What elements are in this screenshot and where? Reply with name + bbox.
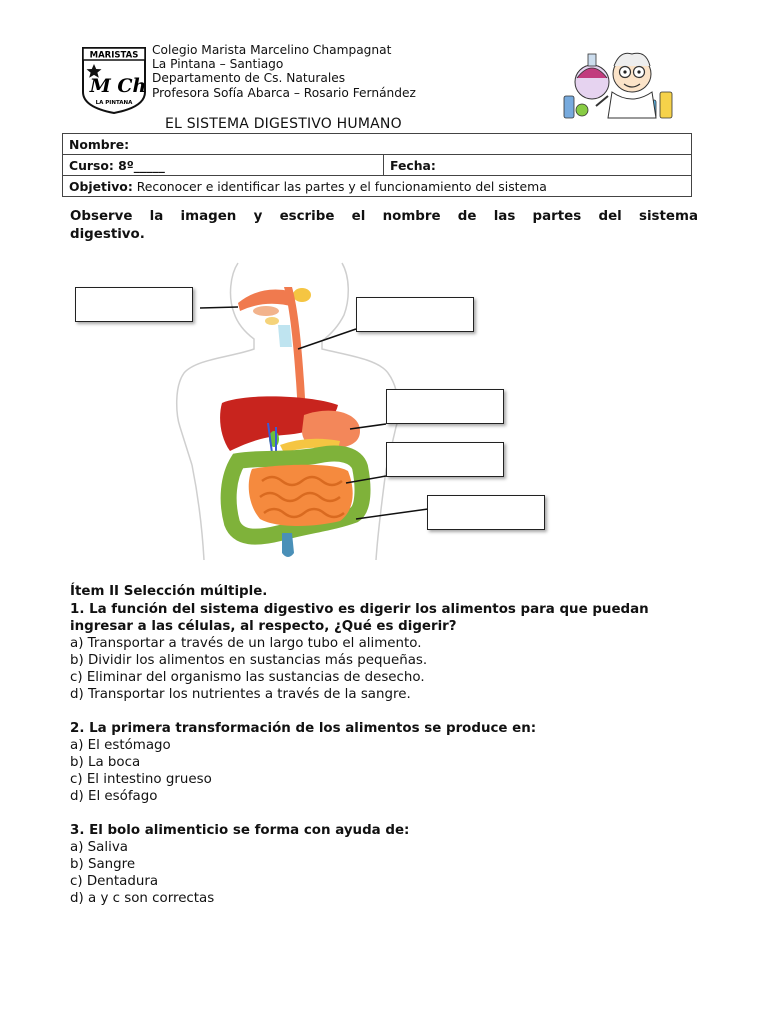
school-location: La Pintana – Santiago: [152, 57, 284, 72]
teachers: Profesora Sofía Abarca – Rosario Fernández: [152, 85, 416, 100]
course-label: Curso: 8º_____: [69, 157, 165, 173]
question-2: [70, 720, 700, 805]
digestive-system-diagram: [70, 255, 560, 570]
question-1-option-c[interactable]: c) Eliminar del organismo las sustancias de desecho.: [70, 670, 425, 685]
school-header: [152, 43, 416, 100]
name-cell[interactable]: [63, 134, 692, 155]
question-2-option-d[interactable]: d) El esófago: [70, 789, 158, 804]
question-3-option-a[interactable]: a) Saliva: [70, 840, 128, 855]
date-label: Fecha:: [390, 157, 436, 173]
label-box-stomach[interactable]: [386, 389, 504, 424]
question-1-stem: 1. La función del sistema digestivo es digerir los alimentos para que puedan ingresar a las células, al respecto, ¿Qué es digerir?: [70, 602, 649, 634]
question-1: [70, 601, 700, 703]
school-name: Colegio Marista Marcelino Champagnat: [152, 43, 392, 57]
objective-label: Objetivo:: [69, 178, 133, 194]
question-1-option-d[interactable]: d) Transportar los nutrientes a través de la sangre.: [70, 687, 411, 702]
name-label: Nombre:: [69, 136, 130, 152]
question-3-option-b[interactable]: b) Sangre: [70, 857, 136, 872]
question-2-stem: 2. La primera transformación de los alimentos se produce en:: [70, 721, 537, 736]
label-box-mouth[interactable]: [75, 287, 193, 322]
question-2-option-a[interactable]: a) El estómago: [70, 738, 171, 753]
student-info-table: [62, 133, 692, 197]
label-box-esophagus[interactable]: [356, 297, 474, 332]
logo-initials: M Ch: [89, 75, 147, 97]
label-box-small-intestine[interactable]: [386, 442, 504, 477]
question-3-option-d[interactable]: d) a y c son correctas: [70, 891, 215, 906]
question-3-stem: 3. El bolo alimenticio se forma con ayuda de:: [70, 823, 410, 838]
course-cell[interactable]: [63, 155, 384, 176]
question-3-option-c[interactable]: c) Dentadura: [70, 874, 159, 889]
school-logo: [80, 46, 148, 114]
question-2-option-c[interactable]: c) El intestino grueso: [70, 772, 212, 787]
objective-cell: [63, 176, 692, 197]
question-2-option-b[interactable]: b) La boca: [70, 755, 141, 770]
instruction-text: Observe la imagen y escribe el nombre de las partes del sistema digestivo.: [70, 209, 698, 242]
document-title: EL SISTEMA DIGESTIVO HUMANO: [165, 116, 402, 132]
objective-text: Reconocer e identificar las partes y el funcionamiento del sistema: [132, 178, 547, 194]
question-1-option-b[interactable]: b) Dividir los alimentos en sustancias más pequeñas.: [70, 653, 428, 668]
logo-bottom-text: LA PINTANA: [95, 100, 133, 106]
department: Departamento de Cs. Naturales: [152, 71, 346, 86]
logo-top-text: MARISTAS: [89, 50, 139, 61]
date-cell[interactable]: [384, 155, 692, 176]
scientist-clipart-image: [560, 48, 678, 122]
question-3: [70, 822, 700, 907]
question-1-option-a[interactable]: a) Transportar a través de un largo tubo el alimento.: [70, 636, 422, 651]
label-box-large-intestine[interactable]: [427, 495, 545, 530]
section-heading: Ítem II Selección múltiple.: [70, 584, 268, 599]
